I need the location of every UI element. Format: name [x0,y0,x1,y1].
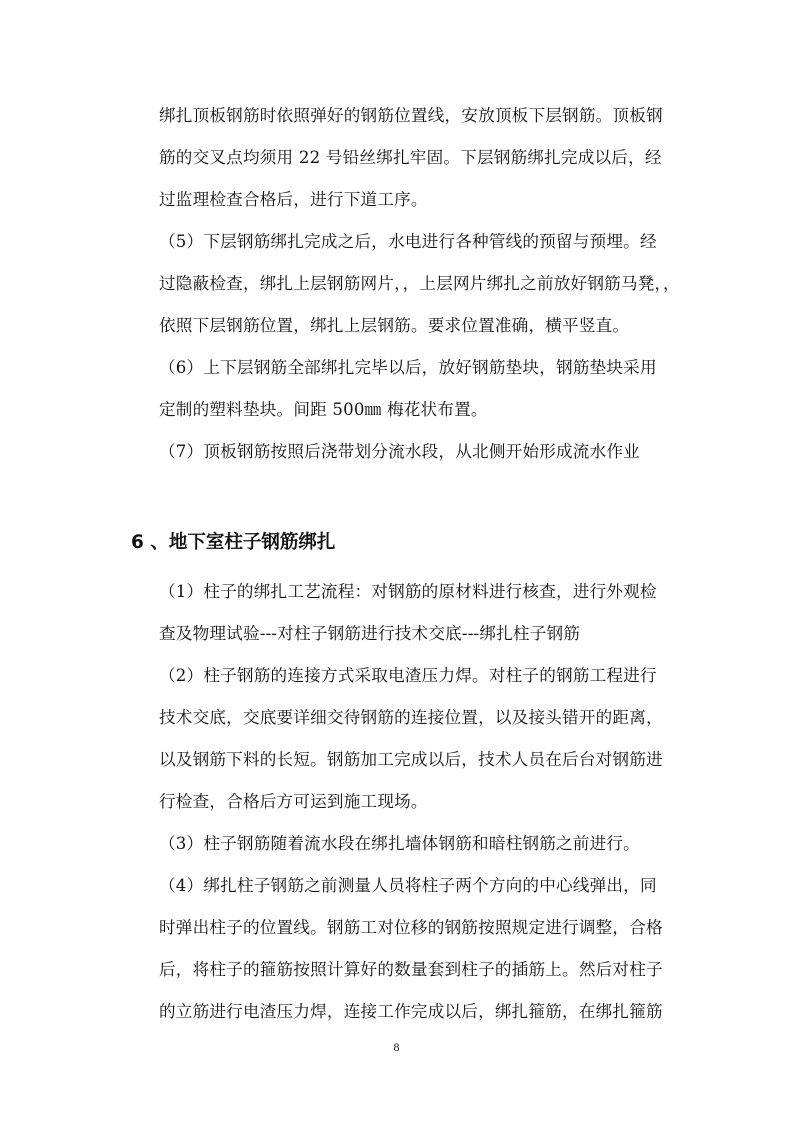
text-line: （1）柱子的绑扎工艺流程：对钢筋的原材料进行核查，进行外观检 [159,582,657,601]
text-line: 依照下层钢筋位置，绑扎上层钢筋。要求位置准确，横平竖直。 [159,316,630,335]
text-line: 时弹出柱子的位置线。钢筋工对位移的钢筋按照规定进行调整，合格 [159,918,663,937]
text-line: （2）柱子钢筋的连接方式采取电渣压力焊。对柱子的钢筋工程进行 [159,666,657,685]
text-line: 过隐蔽检查，绑扎上层钢筋网片，，上层网片绑扎之前放好钢筋马凳，， [159,274,680,293]
text-line: 后，将柱子的箍筋按照计算好的数量套到柱子的插筋上。然后对柱子 [159,960,663,979]
text-line: （5）下层钢筋绑扎完成之后，水电进行各种管线的预留与预埋。经 [159,232,657,251]
text-line: 绑扎顶板钢筋时依照弹好的钢筋位置线，安放顶板下层钢筋。顶板钢 [159,106,663,125]
text-line: 行检查，合格后方可运到施工现场。 [159,792,428,811]
text-line: 筋的交叉点均须用 22 号铅丝绑扎牢固。下层钢筋绑扎完成以后，经 [159,148,662,167]
text-line: 以及钢筋下料的长短。钢筋加工完成以后，技术人员在后台对钢筋进 [159,750,663,769]
text-line: （7）顶板钢筋按照后浇带划分流水段，从北侧开始形成流水作业 [159,442,640,461]
text-line: 技术交底，交底要详细交待钢筋的连接位置，以及接头错开的距离， [159,708,663,727]
text-line: （4）绑扎柱子钢筋之前测量人员将柱子两个方向的中心线弹出，同 [159,876,657,895]
text-line: 的立筋进行电渣压力焊，连接工作完成以后，绑扎箍筋，在绑扎箍筋 [159,1002,663,1021]
text-line: （3）柱子钢筋随着流水段在绑扎墙体钢筋和暗柱钢筋之前进行。 [159,834,640,853]
page-number: 8 [393,1040,400,1054]
text-line: 定制的塑料垫块。间距 500㎜ 梅花状布置。 [159,400,488,419]
text-line: 查及物理试验---对柱子钢筋进行技术交底---绑扎柱子钢筋 [159,624,581,643]
text-line: （6）上下层钢筋全部绑扎完毕以后，放好钢筋垫块，钢筋垫块采用 [159,358,657,377]
text-line: 过监理检查合格后，进行下道工序。 [159,190,428,209]
section-heading: 6 、地下室柱子钢筋绑扎 [131,532,336,553]
